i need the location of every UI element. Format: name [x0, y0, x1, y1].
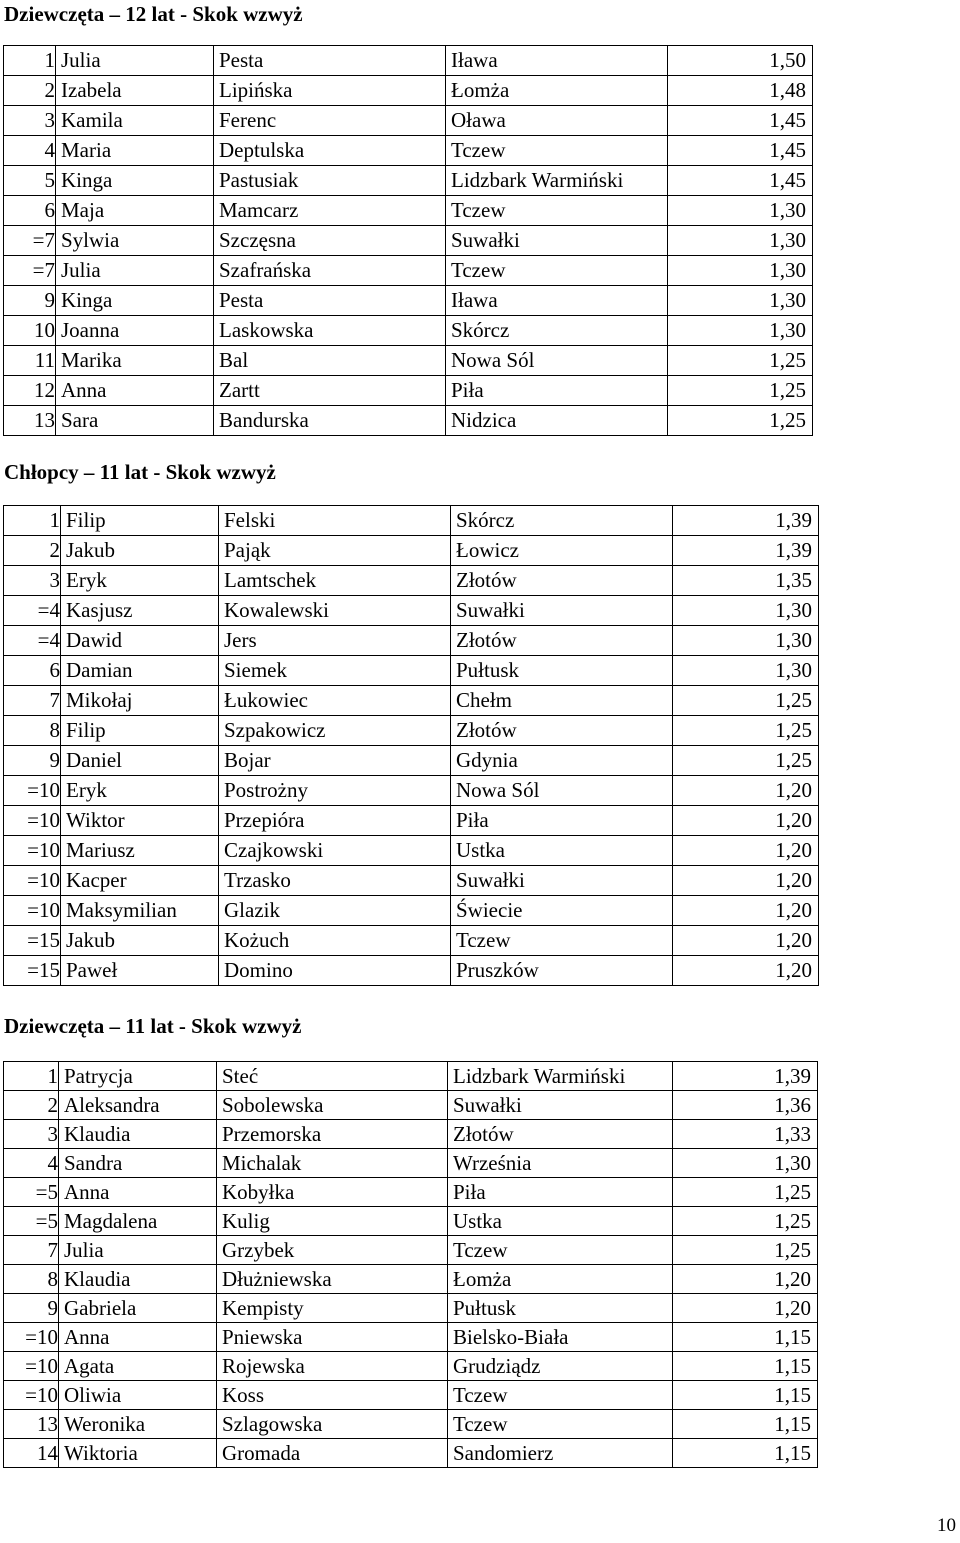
score-cell: 1,48 — [668, 76, 813, 106]
first-name-cell: Weronika — [59, 1410, 217, 1439]
last-name-cell: Bojar — [219, 746, 451, 776]
first-name-cell: Paweł — [61, 956, 219, 986]
last-name-cell: Szlagowska — [217, 1410, 448, 1439]
place-cell: 12 — [4, 376, 56, 406]
first-name-cell: Mikołaj — [61, 686, 219, 716]
place-cell: =15 — [4, 926, 61, 956]
last-name-cell: Dłużniewska — [217, 1265, 448, 1294]
table-row — [4, 1149, 818, 1178]
place-cell: 4 — [4, 136, 56, 166]
city-cell: Suwałki — [451, 596, 673, 626]
place-cell: 13 — [4, 406, 56, 436]
table-row — [4, 1410, 818, 1439]
last-name-cell: Kowalewski — [219, 596, 451, 626]
score-cell: 1,20 — [673, 806, 819, 836]
first-name-cell: Klaudia — [59, 1265, 217, 1294]
table-row — [4, 746, 819, 776]
city-cell: Lidzbark Warmiński — [448, 1062, 673, 1091]
city-cell: Września — [448, 1149, 673, 1178]
score-cell: 1,45 — [668, 106, 813, 136]
city-cell: Łomża — [446, 76, 668, 106]
city-cell: Gdynia — [451, 746, 673, 776]
first-name-cell: Kacper — [61, 866, 219, 896]
first-name-cell: Joanna — [56, 316, 214, 346]
last-name-cell: Szafrańska — [214, 256, 446, 286]
last-name-cell: Przepióra — [219, 806, 451, 836]
last-name-cell: Glazik — [219, 896, 451, 926]
first-name-cell: Jakub — [61, 926, 219, 956]
table-row — [4, 316, 813, 346]
table-row — [4, 376, 813, 406]
score-cell: 1,25 — [668, 406, 813, 436]
section-title: Chłopcy – 11 lat - Skok wzwyż — [4, 460, 276, 484]
place-cell: 3 — [4, 1120, 59, 1149]
table-row — [4, 506, 819, 536]
table-row — [4, 806, 819, 836]
city-cell: Złotów — [451, 626, 673, 656]
city-cell: Bielsko-Biała — [448, 1323, 673, 1352]
score-cell: 1,30 — [668, 316, 813, 346]
place-cell: 2 — [4, 536, 61, 566]
first-name-cell: Maja — [56, 196, 214, 226]
city-cell: Skórcz — [446, 316, 668, 346]
first-name-cell: Eryk — [61, 776, 219, 806]
score-cell: 1,30 — [673, 626, 819, 656]
first-name-cell: Oliwia — [59, 1381, 217, 1410]
score-cell: 1,15 — [673, 1352, 818, 1381]
last-name-cell: Zartt — [214, 376, 446, 406]
city-cell: Suwałki — [451, 866, 673, 896]
section-title: Dziewczęta – 12 lat - Skok wzwyż — [4, 2, 303, 26]
place-cell: 8 — [4, 1265, 59, 1294]
results-table-boys-11 — [3, 505, 819, 986]
first-name-cell: Maksymilian — [61, 896, 219, 926]
first-name-cell: Eryk — [61, 566, 219, 596]
place-cell: =15 — [4, 956, 61, 986]
place-cell: =10 — [4, 1381, 59, 1410]
table-row — [4, 1236, 818, 1265]
first-name-cell: Klaudia — [59, 1120, 217, 1149]
city-cell: Piła — [448, 1178, 673, 1207]
last-name-cell: Lamtschek — [219, 566, 451, 596]
score-cell: 1,30 — [673, 1149, 818, 1178]
city-cell: Tczew — [448, 1410, 673, 1439]
table-row — [4, 596, 819, 626]
score-cell: 1,39 — [673, 1062, 818, 1091]
table-row — [4, 1381, 818, 1410]
score-cell: 1,25 — [673, 1236, 818, 1265]
first-name-cell: Sylwia — [56, 226, 214, 256]
results-table-girls-11 — [3, 1061, 818, 1468]
city-cell: Pułtusk — [448, 1294, 673, 1323]
city-cell: Złotów — [451, 716, 673, 746]
last-name-cell: Kulig — [217, 1207, 448, 1236]
table-row — [4, 1207, 818, 1236]
city-cell: Iława — [446, 286, 668, 316]
last-name-cell: Postrożny — [219, 776, 451, 806]
section-title: Dziewczęta – 11 lat - Skok wzwyż — [4, 1014, 302, 1038]
last-name-cell: Grzybek — [217, 1236, 448, 1265]
place-cell: 7 — [4, 686, 61, 716]
first-name-cell: Agata — [59, 1352, 217, 1381]
score-cell: 1,50 — [668, 46, 813, 76]
place-cell: 9 — [4, 286, 56, 316]
table-row — [4, 896, 819, 926]
city-cell: Świecie — [451, 896, 673, 926]
score-cell: 1,25 — [668, 376, 813, 406]
place-cell: =5 — [4, 1207, 59, 1236]
score-cell: 1,36 — [673, 1091, 818, 1120]
score-cell: 1,25 — [673, 686, 819, 716]
score-cell: 1,20 — [673, 1265, 818, 1294]
last-name-cell: Przemorska — [217, 1120, 448, 1149]
place-cell: 3 — [4, 566, 61, 596]
score-cell: 1,20 — [673, 866, 819, 896]
table-row — [4, 346, 813, 376]
first-name-cell: Kinga — [56, 286, 214, 316]
place-cell: 14 — [4, 1439, 59, 1468]
table-row — [4, 406, 813, 436]
table-row — [4, 1091, 818, 1120]
first-name-cell: Patrycja — [59, 1062, 217, 1091]
table-row — [4, 256, 813, 286]
last-name-cell: Felski — [219, 506, 451, 536]
table-row — [4, 286, 813, 316]
first-name-cell: Anna — [59, 1178, 217, 1207]
first-name-cell: Mariusz — [61, 836, 219, 866]
table-row — [4, 196, 813, 226]
first-name-cell: Julia — [59, 1236, 217, 1265]
last-name-cell: Laskowska — [214, 316, 446, 346]
place-cell: =7 — [4, 256, 56, 286]
table-row — [4, 716, 819, 746]
city-cell: Nidzica — [446, 406, 668, 436]
place-cell: =10 — [4, 836, 61, 866]
first-name-cell: Filip — [61, 716, 219, 746]
table-row — [4, 866, 819, 896]
score-cell: 1,25 — [673, 716, 819, 746]
city-cell: Tczew — [448, 1381, 673, 1410]
place-cell: =10 — [4, 776, 61, 806]
last-name-cell: Jers — [219, 626, 451, 656]
score-cell: 1,20 — [673, 836, 819, 866]
place-cell: 4 — [4, 1149, 59, 1178]
last-name-cell: Bal — [214, 346, 446, 376]
table-row — [4, 1120, 818, 1149]
first-name-cell: Julia — [56, 46, 214, 76]
table-row — [4, 926, 819, 956]
table-row — [4, 536, 819, 566]
last-name-cell: Czajkowski — [219, 836, 451, 866]
city-cell: Suwałki — [446, 226, 668, 256]
first-name-cell: Magdalena — [59, 1207, 217, 1236]
city-cell: Skórcz — [451, 506, 673, 536]
first-name-cell: Kamila — [56, 106, 214, 136]
score-cell: 1,45 — [668, 136, 813, 166]
table-row — [4, 1178, 818, 1207]
first-name-cell: Sandra — [59, 1149, 217, 1178]
score-cell: 1,25 — [673, 746, 819, 776]
first-name-cell: Kasjusz — [61, 596, 219, 626]
score-cell: 1,30 — [668, 226, 813, 256]
place-cell: 13 — [4, 1410, 59, 1439]
first-name-cell: Izabela — [56, 76, 214, 106]
score-cell: 1,30 — [673, 656, 819, 686]
last-name-cell: Mamcarz — [214, 196, 446, 226]
first-name-cell: Anna — [56, 376, 214, 406]
score-cell: 1,30 — [673, 596, 819, 626]
place-cell: 1 — [4, 506, 61, 536]
last-name-cell: Łukowiec — [219, 686, 451, 716]
place-cell: =10 — [4, 866, 61, 896]
city-cell: Ustka — [448, 1207, 673, 1236]
first-name-cell: Aleksandra — [59, 1091, 217, 1120]
last-name-cell: Siemek — [219, 656, 451, 686]
score-cell: 1,20 — [673, 1294, 818, 1323]
score-cell: 1,20 — [673, 776, 819, 806]
table-row — [4, 1323, 818, 1352]
first-name-cell: Gabriela — [59, 1294, 217, 1323]
place-cell: =4 — [4, 596, 61, 626]
first-name-cell: Filip — [61, 506, 219, 536]
table-row — [4, 566, 819, 596]
place-cell: 3 — [4, 106, 56, 136]
last-name-cell: Rojewska — [217, 1352, 448, 1381]
last-name-cell: Domino — [219, 956, 451, 986]
first-name-cell: Sara — [56, 406, 214, 436]
first-name-cell: Daniel — [61, 746, 219, 776]
first-name-cell: Kinga — [56, 166, 214, 196]
score-cell: 1,35 — [673, 566, 819, 596]
place-cell: =4 — [4, 626, 61, 656]
table-row — [4, 1062, 818, 1091]
place-cell: 9 — [4, 746, 61, 776]
city-cell: Suwałki — [448, 1091, 673, 1120]
score-cell: 1,15 — [673, 1439, 818, 1468]
city-cell: Sandomierz — [448, 1439, 673, 1468]
last-name-cell: Sobolewska — [217, 1091, 448, 1120]
last-name-cell: Szczęsna — [214, 226, 446, 256]
city-cell: Grudziądz — [448, 1352, 673, 1381]
place-cell: 6 — [4, 196, 56, 226]
results-table-girls-12 — [3, 45, 813, 436]
city-cell: Nowa Sól — [451, 776, 673, 806]
table-row — [4, 626, 819, 656]
place-cell: =5 — [4, 1178, 59, 1207]
place-cell: 1 — [4, 1062, 59, 1091]
score-cell: 1,25 — [668, 346, 813, 376]
city-cell: Ustka — [451, 836, 673, 866]
table-row — [4, 686, 819, 716]
city-cell: Oława — [446, 106, 668, 136]
city-cell: Piła — [446, 376, 668, 406]
table-row — [4, 1439, 818, 1468]
city-cell: Tczew — [446, 136, 668, 166]
city-cell: Złotów — [451, 566, 673, 596]
table-row — [4, 1294, 818, 1323]
score-cell: 1,33 — [673, 1120, 818, 1149]
score-cell: 1,15 — [673, 1410, 818, 1439]
score-cell: 1,30 — [668, 286, 813, 316]
table-row — [4, 956, 819, 986]
score-cell: 1,20 — [673, 896, 819, 926]
place-cell: =7 — [4, 226, 56, 256]
city-cell: Tczew — [446, 256, 668, 286]
last-name-cell: Kożuch — [219, 926, 451, 956]
score-cell: 1,30 — [668, 196, 813, 226]
place-cell: 10 — [4, 316, 56, 346]
first-name-cell: Dawid — [61, 626, 219, 656]
place-cell: 2 — [4, 1091, 59, 1120]
city-cell: Złotów — [448, 1120, 673, 1149]
table-row — [4, 226, 813, 256]
last-name-cell: Deptulska — [214, 136, 446, 166]
table-row — [4, 656, 819, 686]
table-row — [4, 106, 813, 136]
score-cell: 1,20 — [673, 926, 819, 956]
place-cell: =10 — [4, 1323, 59, 1352]
place-cell: 1 — [4, 46, 56, 76]
table-row — [4, 1265, 818, 1294]
place-cell: 8 — [4, 716, 61, 746]
table-row — [4, 776, 819, 806]
score-cell: 1,20 — [673, 956, 819, 986]
last-name-cell: Kobyłka — [217, 1178, 448, 1207]
place-cell: 11 — [4, 346, 56, 376]
city-cell: Iława — [446, 46, 668, 76]
last-name-cell: Szpakowicz — [219, 716, 451, 746]
city-cell: Tczew — [448, 1236, 673, 1265]
city-cell: Pruszków — [451, 956, 673, 986]
place-cell: 2 — [4, 76, 56, 106]
place-cell: =10 — [4, 806, 61, 836]
place-cell: 6 — [4, 656, 61, 686]
last-name-cell: Pesta — [214, 46, 446, 76]
place-cell: 5 — [4, 166, 56, 196]
city-cell: Tczew — [451, 926, 673, 956]
last-name-cell: Pesta — [214, 286, 446, 316]
last-name-cell: Pająk — [219, 536, 451, 566]
table-row — [4, 836, 819, 866]
city-cell: Chełm — [451, 686, 673, 716]
score-cell: 1,45 — [668, 166, 813, 196]
first-name-cell: Damian — [61, 656, 219, 686]
score-cell: 1,15 — [673, 1381, 818, 1410]
city-cell: Łomża — [448, 1265, 673, 1294]
first-name-cell: Jakub — [61, 536, 219, 566]
last-name-cell: Pastusiak — [214, 166, 446, 196]
score-cell: 1,25 — [673, 1178, 818, 1207]
last-name-cell: Ferenc — [214, 106, 446, 136]
last-name-cell: Kempisty — [217, 1294, 448, 1323]
last-name-cell: Steć — [217, 1062, 448, 1091]
score-cell: 1,39 — [673, 506, 819, 536]
city-cell: Tczew — [446, 196, 668, 226]
table-row — [4, 166, 813, 196]
last-name-cell: Koss — [217, 1381, 448, 1410]
city-cell: Nowa Sól — [446, 346, 668, 376]
place-cell: 9 — [4, 1294, 59, 1323]
place-cell: =10 — [4, 896, 61, 926]
last-name-cell: Gromada — [217, 1439, 448, 1468]
first-name-cell: Marika — [56, 346, 214, 376]
last-name-cell: Trzasko — [219, 866, 451, 896]
last-name-cell: Bandurska — [214, 406, 446, 436]
first-name-cell: Wiktoria — [59, 1439, 217, 1468]
city-cell: Lidzbark Warmiński — [446, 166, 668, 196]
table-row — [4, 136, 813, 166]
first-name-cell: Anna — [59, 1323, 217, 1352]
score-cell: 1,30 — [668, 256, 813, 286]
city-cell: Piła — [451, 806, 673, 836]
last-name-cell: Michalak — [217, 1149, 448, 1178]
score-cell: 1,25 — [673, 1207, 818, 1236]
table-row — [4, 76, 813, 106]
first-name-cell: Julia — [56, 256, 214, 286]
score-cell: 1,15 — [673, 1323, 818, 1352]
page-number: 10 — [937, 1515, 956, 1536]
first-name-cell: Wiktor — [61, 806, 219, 836]
place-cell: 7 — [4, 1236, 59, 1265]
city-cell: Pułtusk — [451, 656, 673, 686]
table-row — [4, 1352, 818, 1381]
place-cell: =10 — [4, 1352, 59, 1381]
last-name-cell: Pniewska — [217, 1323, 448, 1352]
last-name-cell: Lipińska — [214, 76, 446, 106]
score-cell: 1,39 — [673, 536, 819, 566]
table-row — [4, 46, 813, 76]
city-cell: Łowicz — [451, 536, 673, 566]
first-name-cell: Maria — [56, 136, 214, 166]
